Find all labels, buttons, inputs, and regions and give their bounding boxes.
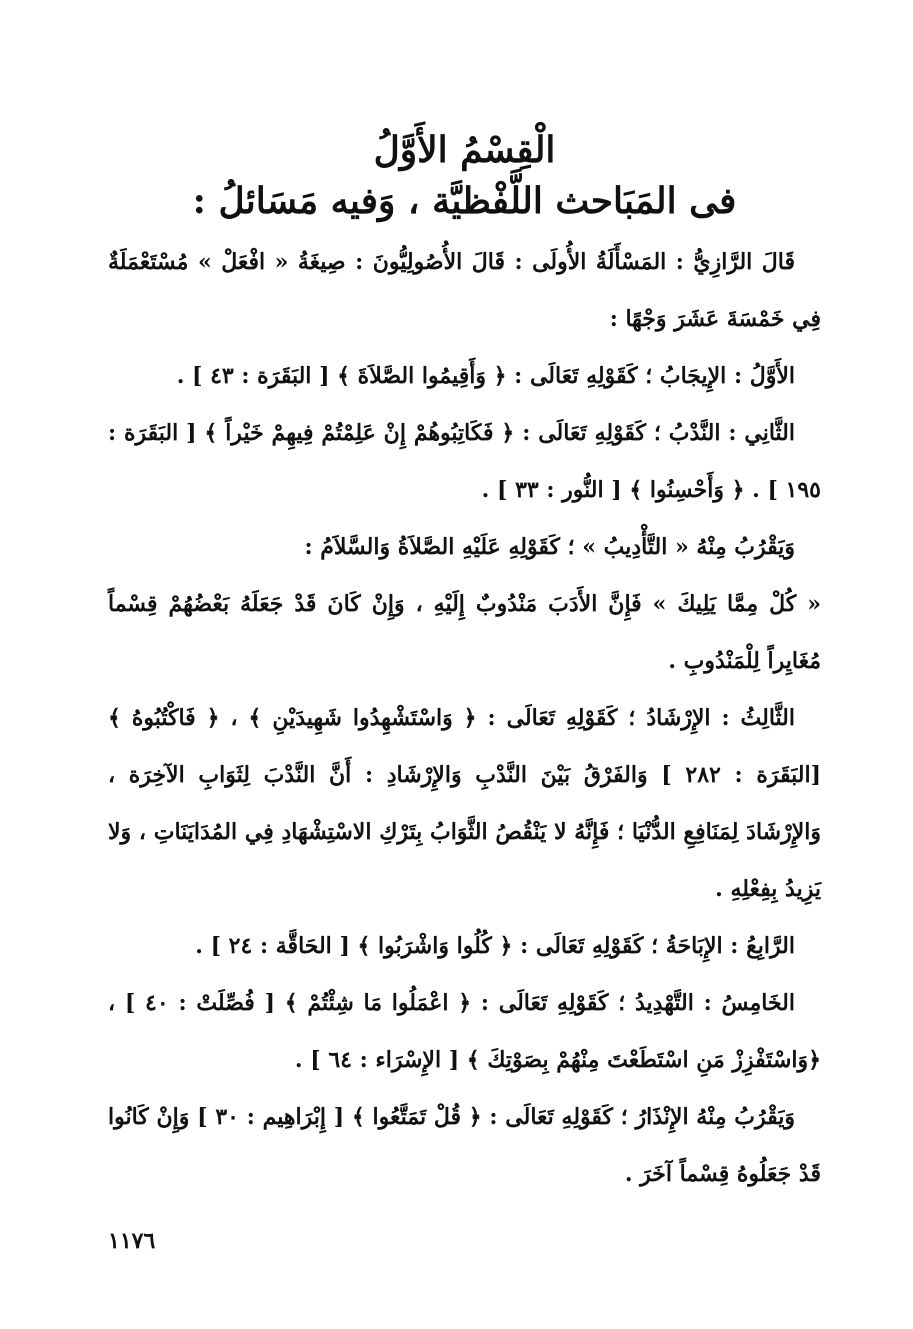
section-title: الْقِسْمُ الأَوَّلُ (373, 129, 556, 171)
paragraph-indhar: وَيَقْرُبُ مِنْهُ الإِنْذَارُ ؛ كَقَوْلِهِ تَعَالَى : ﴿ قُلْ تَمَتَّعُوا ﴾ [ إِبْرَاهِيم : ٣٠ ] وَإِنْ كَانُوا قَدْ جَعَلُوهُ قِسْماً آخَرَ . (108, 1104, 821, 1187)
paragraph-second-nadb: الثَّانِي : النَّدْبُ ؛ كَقَوْلِهِ تَعَالَى : ﴿ فَكَاتِبُوهُمْ إِنْ عَلِمْتُمْ فِيهِمْ خَيْراً ﴾ [ البَقَرَة : ١٩٥ ] . ﴿ وَأَحْسِنُوا ﴾ [ النُّور : ٣٣ ] . (108, 420, 821, 503)
paragraph-first-ijab: الأَوَّلُ : الإِيجَابُ ؛ كَقَوْلِهِ تَعَالَى : ﴿ وَأَقِيمُوا الصَّلاَةَ ﴾ [ البَقَرَة : ٤٣ ] . (176, 363, 795, 389)
paragraph-fifth-tahdid: الخَامِسُ : التَّهْدِيدُ ؛ كَقَوْلِهِ تَعَالَى : ﴿ اعْمَلُوا مَا شِئْتُمْ ﴾ [ فُصِّلَتْ : ٤٠ ] ، ﴿وَاسْتَفْزِزْ مَنِ اسْتَطَعْتَ مِنْهُمْ بِصَوْتِكَ ﴾ [ الإِسْرَاء : ٦٤ ] . (108, 990, 821, 1073)
paragraph-fourth-ibaha: الرَّابِعُ : الإِبَاحَةُ ؛ كَقَوْلِهِ تَعَالَى : ﴿ كُلُوا وَاشْرَبُوا ﴾ [ الحَاقَّة : ٢٤ ] . (195, 933, 795, 959)
page-number: ١١٧٦ (108, 1228, 156, 1254)
body-text (108, 234, 821, 1203)
paragraph-third-irshad: الثَّالِثُ : الإِرْشَادُ ؛ كَقَوْلِهِ تَعَالَى : ﴿ وَاسْتَشْهِدُوا شَهِيدَيْنِ ﴾ ، ﴿ فَاكْتُبُوهُ ﴾ [البَقَرَة : ٢٨٢ ] وَالفَرْقُ بَيْنَ النَّدْبِ وَالإِرْشَادِ : أَنَّ النَّدْبَ لِثَوَابِ الآخِرَة ، وَالإِرْشَادَ لِمَنَافِعِ الدُّنْيَا ؛ فَإِنَّهُ لا يَنْقُصُ الثَّوَابُ بِتَرْكِ الاسْتِشْهَادِ فِي المُدَايَنَاتِ ، وَلا يَزِيدُ بِفِعْلِهِ . (108, 705, 821, 902)
section-subtitle: فى المَبَاحث اللَّفْظيَّة ، وَفيه مَسَائلُ : (192, 180, 737, 222)
paragraph-hadith: « كُلْ مِمَّا يَلِيكَ » فَإِنَّ الأَدَبَ مَنْدُوبٌ إِلَيْهِ ، وَإِنْ كَانَ قَدْ جَعَلَهُ بَعْضُهُمْ قِسْماً مُغَايِراً لِلْمَنْدُوبِ . (108, 591, 821, 674)
paragraph-intro: قَالَ الرَّازِيُّ : المَسْأَلَةُ الأُولَى : قَالَ الأُصُولِيُّونَ : صِيغَةُ « افْعَلْ » مُسْتَعْمَلَةٌ فِي خَمْسَةَ عَشَرَ وَجْهًا : (108, 249, 821, 332)
paragraph-tadib: وَيَقْرُبُ مِنْهُ « التَّأْدِيبُ » ؛ كَقَوْلِهِ عَلَيْهِ الصَّلاَةُ وَالسَّلاَمُ : (304, 534, 795, 560)
